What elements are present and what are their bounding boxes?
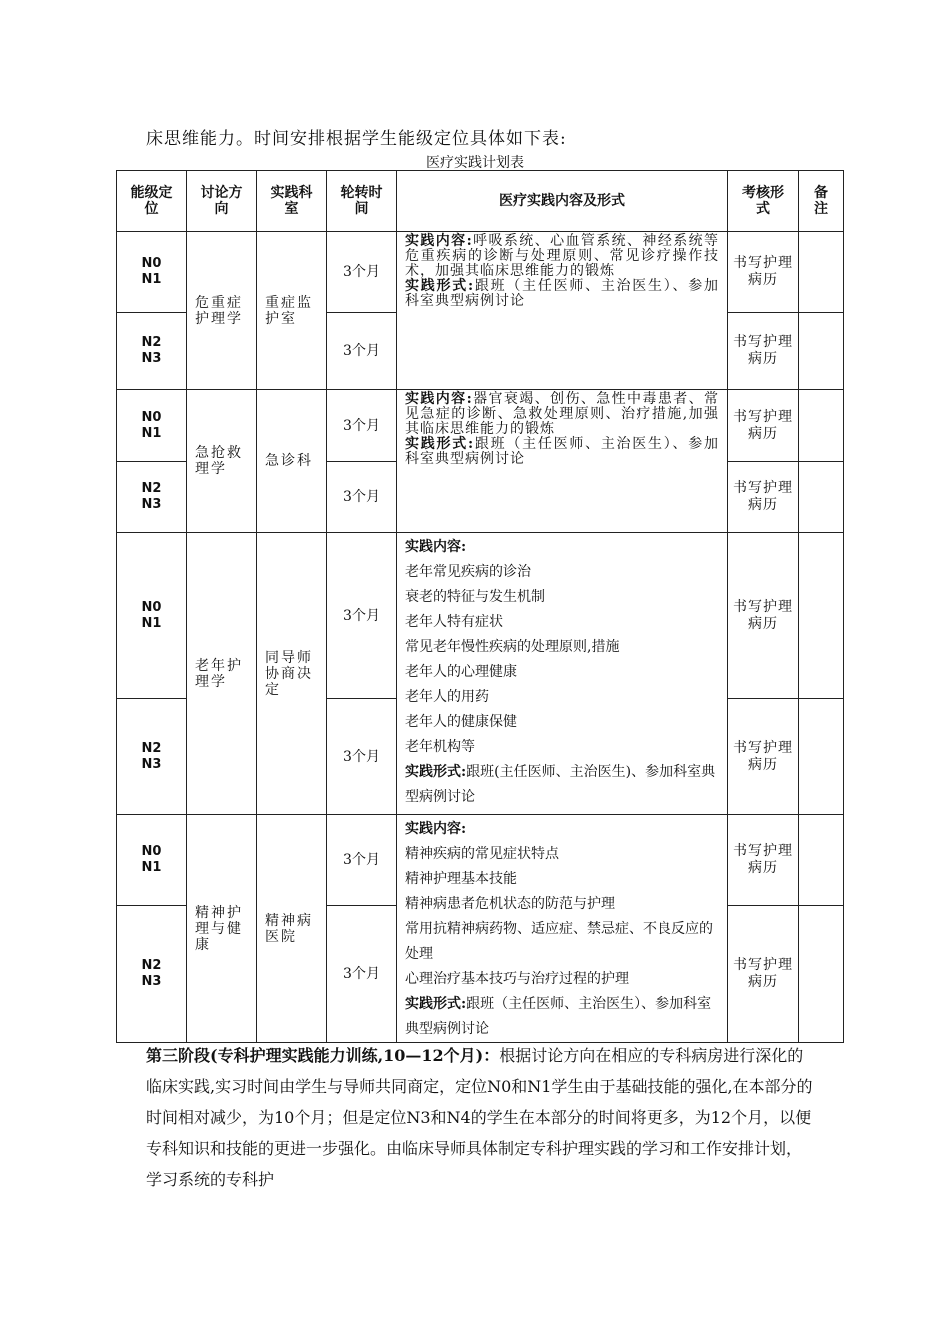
direction-cell: 精神护理与健康 [187, 815, 257, 1043]
practice-plan-table [116, 170, 844, 1043]
level-cell: N0 N1 [117, 232, 187, 313]
department-cell: 急诊科 [257, 390, 327, 533]
content-paragraph [405, 234, 719, 279]
level-cell: N0 N1 [117, 815, 187, 906]
rotation-cell: 3个月 [327, 232, 397, 313]
level-cell: N2 N3 [117, 906, 187, 1043]
table-row [117, 390, 844, 462]
list-item: 老年人的健康保健 [405, 714, 517, 730]
content-cell [397, 815, 728, 1043]
form-text: 跟班（主任医师、主治医生）、参加科室典型病例讨论 [405, 996, 712, 1037]
content-label: 实践内容: [405, 539, 467, 555]
rotation-cell: 3个月 [327, 699, 397, 815]
rotation-cell: 3个月 [327, 313, 397, 390]
direction-cell: 老年护理学 [187, 533, 257, 815]
form-label: 实践形式: [405, 436, 475, 452]
header-content: 医疗实践内容及形式 [397, 171, 728, 232]
exam-cell: 书写护理病历 [728, 462, 799, 533]
note-cell [799, 462, 844, 533]
list-item: 心理治疗基本技巧与治疗过程的护理 [405, 971, 629, 987]
content-cell [397, 390, 728, 533]
form-paragraph [405, 437, 719, 467]
stage3-heading: 第三阶段(专科护理实践能力训练,10—12个月)： [146, 1046, 500, 1065]
direction-cell: 急抢救理学 [187, 390, 257, 533]
content-label: 实践内容: [405, 233, 473, 249]
content-label: 实践内容: [405, 391, 473, 407]
note-cell [799, 390, 844, 462]
level-cell: N2 N3 [117, 462, 187, 533]
form-label: 实践形式: [405, 764, 467, 780]
exam-cell: 书写护理病历 [728, 906, 799, 1043]
note-cell [799, 906, 844, 1043]
exam-cell: 书写护理病历 [728, 390, 799, 462]
table-row [117, 232, 844, 313]
header-exam: 考核形 式 [728, 171, 799, 232]
form-text: 跟班（主任医师、主治医生）、参加科室典型病例讨论 [405, 278, 720, 309]
content-list [405, 535, 719, 810]
table-row [117, 533, 844, 699]
rotation-cell: 3个月 [327, 533, 397, 699]
note-cell [799, 815, 844, 906]
list-item: 老年机构等 [405, 739, 475, 755]
exam-cell: 书写护理病历 [728, 815, 799, 906]
list-item: 老年常见疾病的诊治 [405, 564, 531, 580]
exam-cell: 书写护理病历 [728, 699, 799, 815]
list-item: 常用抗精神病药物、适应症、禁忌症、不良反应的处理 [405, 921, 713, 962]
note-cell [799, 533, 844, 699]
list-item: 老年人的用药 [405, 689, 489, 705]
header-department: 实践科 室 [257, 171, 327, 232]
content-cell [397, 533, 728, 815]
list-item: 老年人的心理健康 [405, 664, 517, 680]
form-text: 跟班(主任医师、主治医生)、参加科室典型病例讨论 [405, 764, 716, 805]
form-paragraph [405, 279, 719, 309]
stage3-text: 根据讨论方向在相应的专科病房进行深化的临床实践,实习时间由学生与导师共同商定，定位N0和N1学生由于基础技能的强化,在本部分的时间相对减少，为10个月；但是定位N3和N4的学生在本部分的时间将更多，为12个月，以便专科知识和技能的更进一步强化。由临床导师具体制定专科护理实践的学习和工作安排计划，学习系统的专科护 [146, 1046, 813, 1189]
content-label: 实践内容: [405, 821, 467, 837]
list-item: 衰老的特征与发生机制 [405, 589, 545, 605]
header-level: 能级定 位 [117, 171, 187, 232]
note-cell [799, 699, 844, 815]
department-cell: 重症监护室 [257, 232, 327, 390]
form-paragraph [405, 992, 719, 1042]
list-item: 精神病患者危机状态的防范与护理 [405, 896, 615, 912]
level-cell: N2 N3 [117, 313, 187, 390]
department-cell: 同导师协商决定 [257, 533, 327, 815]
content-text: 器官衰竭、创伤、急性中毒患者、常见急症的诊断、急救处理原则、治疗措施,加强其临床思维能力的锻炼 [405, 391, 719, 437]
form-text: 跟班（主任医师、主治医生）、参加科室典型病例讨论 [405, 436, 720, 467]
rotation-cell: 3个月 [327, 462, 397, 533]
rotation-cell: 3个月 [327, 815, 397, 906]
exam-cell: 书写护理病历 [728, 313, 799, 390]
stage3-paragraph [146, 1040, 816, 1195]
table-caption: 医疗实践计划表 [426, 155, 524, 171]
note-cell [799, 232, 844, 313]
content-list [405, 817, 719, 1042]
form-label: 实践形式: [405, 996, 467, 1012]
direction-cell: 危重症护理学 [187, 232, 257, 390]
rotation-cell: 3个月 [327, 390, 397, 462]
department-cell: 精神病医院 [257, 815, 327, 1043]
level-cell: N0 N1 [117, 390, 187, 462]
form-label: 实践形式: [405, 278, 475, 294]
header-direction: 讨论方 向 [187, 171, 257, 232]
rotation-cell: 3个月 [327, 906, 397, 1043]
note-cell [799, 313, 844, 390]
header-rotation: 轮转时 间 [327, 171, 397, 232]
list-item: 精神护理基本技能 [405, 871, 517, 887]
content-text: 呼吸系统、心血管系统、神经系统等危重疾病的诊断与处理原则、常见诊疗操作技术，加强其临床思维能力的锻炼 [405, 233, 719, 279]
content-paragraph [405, 392, 719, 437]
level-cell: N2 N3 [117, 699, 187, 815]
form-paragraph [405, 760, 719, 810]
intro-text: 床思维能力。时间安排根据学生能级定位具体如下表: [146, 129, 567, 149]
table-header-row [117, 171, 844, 232]
list-item: 老年人特有症状 [405, 614, 503, 630]
header-note: 备 注 [799, 171, 844, 232]
exam-cell: 书写护理病历 [728, 232, 799, 313]
level-cell: N0 N1 [117, 533, 187, 699]
content-cell [397, 232, 728, 390]
list-item: 常见老年慢性疾病的处理原则,措施 [405, 639, 620, 655]
table-row [117, 815, 844, 906]
exam-cell: 书写护理病历 [728, 533, 799, 699]
list-item: 精神疾病的常见症状特点 [405, 846, 559, 862]
